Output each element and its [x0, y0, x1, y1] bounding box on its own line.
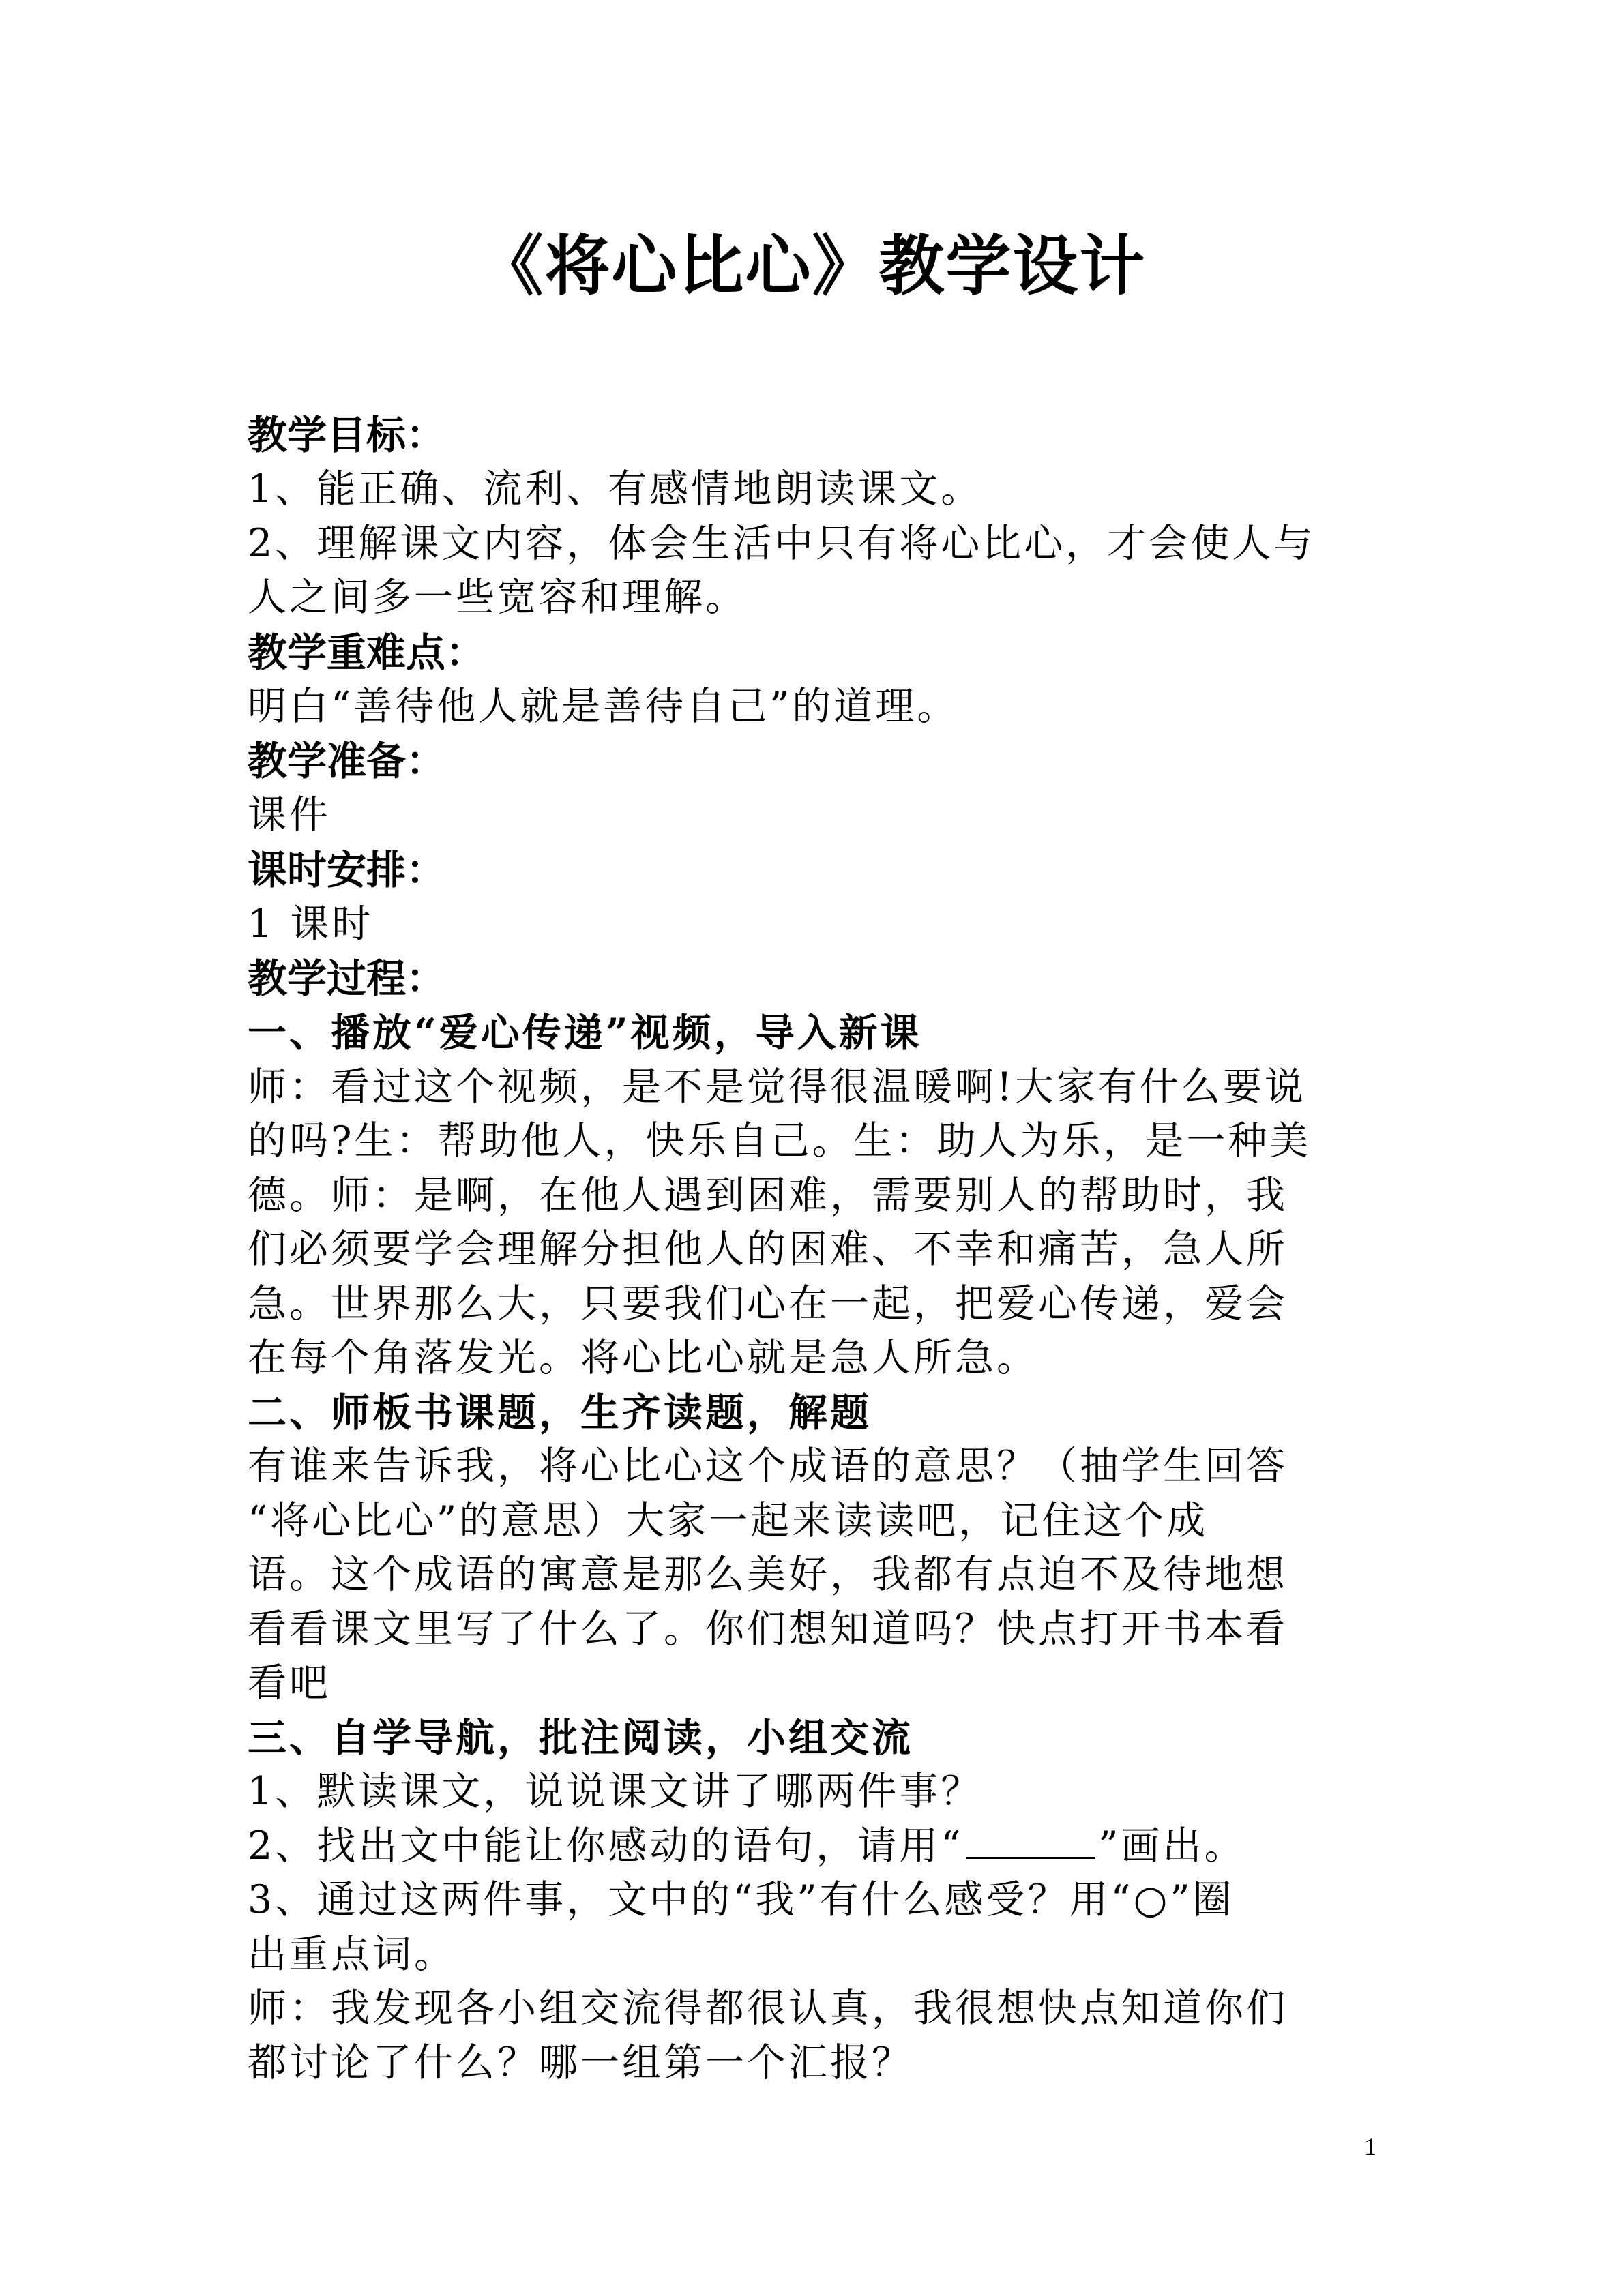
process-heading: 教学过程： — [248, 955, 446, 1002]
process-part3-line: 1、默读课文，说说课文讲了哪两件事？ — [248, 1769, 983, 1814]
process-part3-line — [248, 1819, 1366, 1874]
process-part3-line: 3、通过这两件事，文中的“我”有什么感受？用“○”圈 — [248, 1877, 1235, 1922]
preparation-heading: 教学准备： — [248, 738, 446, 784]
process-part3-line: 都讨论了什么？哪一组第一个汇报？ — [248, 2040, 913, 2085]
process-part1-title: 一、播放“爱心传递”视频，导入新课 — [248, 1010, 922, 1056]
process-part1-line: 在每个角落发光。将心比心就是急人所急。 — [248, 1335, 1038, 1380]
key-points-heading: 教学重难点： — [248, 629, 486, 676]
goals-line: 1、能正确、流利、有感情地朗读课文。 — [248, 466, 983, 511]
process-part3-line: 师：我发现各小组交流得都很认真，我很想快点知道你们 — [248, 1986, 1288, 2031]
goals-line: 人之间多一些宽容和理解。 — [248, 575, 747, 620]
goals-line: 2、理解课文内容，体会生活中只有将心比心，才会使人与 — [248, 520, 1316, 566]
process-part3-line2-before: 2、找出文中能让你感动的语句，请用“ — [248, 1823, 964, 1868]
process-part3-line: 出重点词。 — [248, 1931, 456, 1977]
preparation-line: 课件 — [248, 792, 331, 837]
process-part1-line: 急。世界那么大，只要我们心在一起，把爱心传递，爱会 — [248, 1281, 1288, 1326]
process-part2-line: 语。这个成语的寓意是那么美好，我都有点迫不及待地想 — [248, 1552, 1288, 1597]
goals-heading: 教学目标： — [248, 412, 446, 458]
process-part2-line: 有谁来告诉我，将心比心这个成语的意思？（抽学生回答 — [248, 1444, 1288, 1489]
schedule-heading: 课时安排： — [248, 846, 446, 893]
process-part1-line: 的吗?生：帮助他人，快乐自己。生：助人为乐，是一种美 — [248, 1118, 1312, 1163]
process-part3-title: 三、自学导航，批注阅读，小组交流 — [248, 1714, 913, 1761]
process-part1-line: 德。师：是啊，在他人遇到困难，需要别人的帮助时，我 — [248, 1172, 1288, 1218]
process-part1-line: 们必须要学会理解分担他人的困难、不幸和痛苦，急人所 — [248, 1227, 1288, 1272]
process-part2-line: 看看课文里写了什么了。你们想知道吗？快点打开书本看 — [248, 1606, 1288, 1652]
process-part2-line: 看吧 — [248, 1660, 331, 1705]
process-part2-line: “将心比心”的意思）大家一起来读读吧，记住这个成 — [248, 1497, 1209, 1543]
process-part2-title: 二、师板书课题，生齐读题，解题 — [248, 1389, 872, 1435]
underline-blank — [966, 1821, 1095, 1859]
process-part3-line2-after: ”画出。 — [1098, 1823, 1246, 1868]
document-body — [248, 408, 1366, 2090]
document-title: 《将心比心》教学设计 — [477, 228, 1147, 304]
page-number: 1 — [1364, 2133, 1376, 2160]
key-points-line: 明白“善待他人就是善待自己”的道理。 — [248, 683, 959, 729]
schedule-line: 1 课时 — [248, 901, 374, 946]
process-part1-line: 师：看过这个视频，是不是觉得很温暖啊!大家有什么要说 — [248, 1064, 1306, 1109]
